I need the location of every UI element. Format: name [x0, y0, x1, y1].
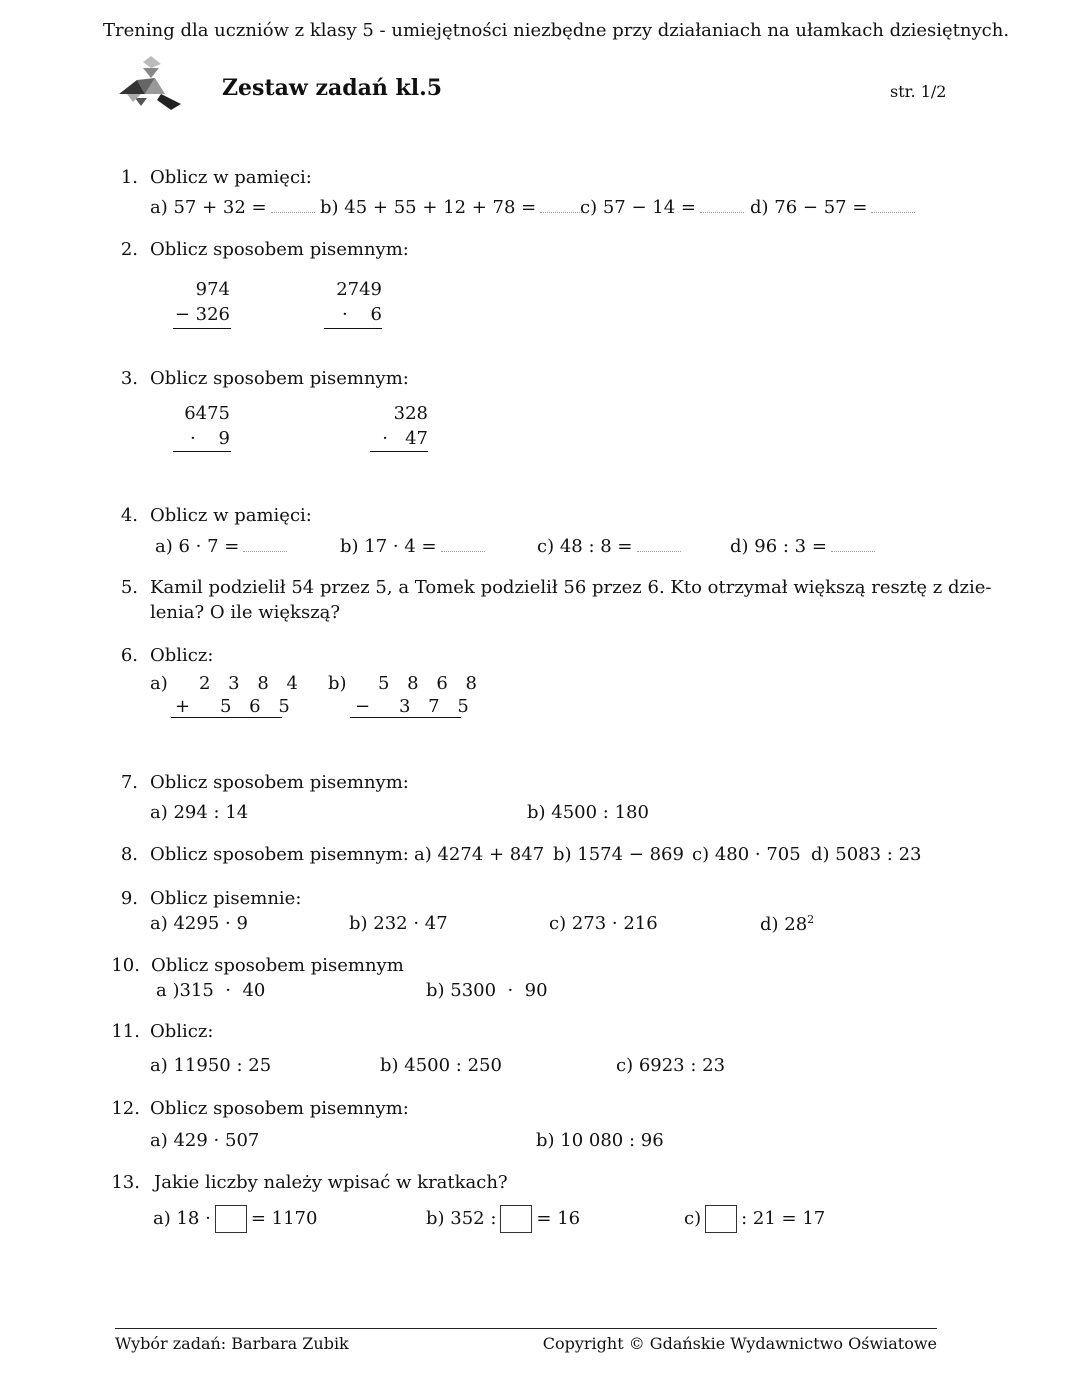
answer-blank[interactable] [637, 537, 681, 552]
written-multiplication-328: 328 · 47 [382, 403, 428, 449]
task-13a: a) 18 · = 1170 [153, 1205, 317, 1233]
minuend: 5 8 6 8 [378, 673, 483, 694]
task-4c: c) 48 : 8 = [537, 536, 681, 557]
task-9d: d) $28^2$ [760, 913, 815, 935]
task-number: 1. [120, 167, 138, 188]
answer-blank[interactable] [540, 198, 584, 213]
task-11a: a) 11950 : 25 [150, 1055, 272, 1076]
task-prompt: Oblicz pisemnie: [150, 888, 302, 909]
tangram-logo [115, 54, 185, 112]
page-number: str. 1/2 [890, 82, 947, 101]
worksheet-title: Zestaw zadań kl.5 [222, 75, 443, 101]
task-8a: a) 4274 + 847 [414, 844, 545, 865]
task-prompt: Oblicz w pamięci: [150, 505, 312, 526]
task-number: 7. [120, 772, 138, 793]
footer-copyright: Copyright © Gdańskie Wydawnictwo Oświatowe [542, 1334, 937, 1353]
task-number: 4. [120, 505, 138, 526]
written-subtraction-974: 974 − 326 [174, 279, 230, 325]
answer-box[interactable] [500, 1205, 532, 1233]
task-text-line2: lenia? O ile większą? [150, 602, 341, 623]
task-4a: a) 6 · 7 = [155, 536, 287, 557]
task-number: 12. [111, 1098, 140, 1119]
task-prompt: Oblicz sposobem pisemnym: [150, 239, 409, 260]
task-number: 9. [120, 888, 138, 909]
footer-divider [115, 1328, 937, 1329]
task-10a: a )315 · 40 [156, 980, 266, 1001]
task-number: 6. [120, 645, 138, 666]
task-9a: a) 4295 · 9 [150, 913, 248, 934]
subtask-label: a) [150, 673, 168, 694]
task-8c: c) 480 · 705 [692, 844, 801, 865]
exponent: 2 [807, 913, 815, 926]
task-number: 5. [120, 577, 138, 598]
result-line [324, 328, 382, 329]
task-prompt: Oblicz: [150, 1021, 214, 1042]
task-number: 11. [111, 1021, 140, 1042]
task-number: 13. [111, 1172, 140, 1193]
result-line [350, 717, 461, 718]
answer-blank[interactable] [871, 198, 915, 213]
task-number: 8. [120, 844, 138, 865]
task-number: 10. [111, 955, 140, 976]
task-8b: b) 1574 − 869 [553, 844, 684, 865]
subtrahend: 3 7 5 [399, 696, 475, 717]
answer-box[interactable] [215, 1205, 247, 1233]
result-line [173, 328, 231, 329]
result-line [171, 717, 282, 718]
answer-blank[interactable] [831, 537, 875, 552]
answer-blank[interactable] [441, 537, 485, 552]
result-line [173, 451, 231, 452]
task-11c: c) 6923 : 23 [616, 1055, 726, 1076]
task-13c: c) : 21 = 17 [684, 1205, 825, 1233]
task-12a: a) 429 · 507 [150, 1130, 260, 1151]
answer-blank[interactable] [243, 537, 287, 552]
task-1b: b) 45 + 55 + 12 + 78 = [320, 197, 584, 218]
task-11b: b) 4500 : 250 [380, 1055, 502, 1076]
task-number: 3. [120, 368, 138, 389]
plus-operator: + [175, 696, 191, 717]
task-4d: d) 96 : 3 = [730, 536, 875, 557]
task-12b: b) 10 080 : 96 [536, 1130, 664, 1151]
task-number: 2. [120, 239, 138, 260]
task-1a: a) 57 + 32 = [150, 197, 315, 218]
task-prompt: Oblicz sposobem pisemnym: [150, 368, 409, 389]
task-9c: c) 273 · 216 [549, 913, 658, 934]
addend-bottom: 5 6 5 [220, 696, 296, 717]
task-1c: c) 57 − 14 = [580, 197, 744, 218]
task-prompt: Oblicz sposobem pisemnym: [150, 772, 409, 793]
task-8d: d) 5083 : 23 [811, 844, 922, 865]
addend-top: 2 3 8 4 [199, 673, 304, 694]
task-prompt: Jakie liczby należy wpisać w kratkach? [154, 1172, 508, 1193]
task-9b: b) 232 · 47 [349, 913, 448, 934]
result-line [370, 451, 428, 452]
task-prompt: Oblicz: [150, 645, 214, 666]
task-10b: b) 5300 · 90 [426, 980, 548, 1001]
task-prompt: Oblicz sposobem pisemnym: [150, 1098, 409, 1119]
task-4b: b) 17 · 4 = [340, 536, 485, 557]
written-multiplication-6475: 6475 · 9 [184, 403, 230, 449]
answer-blank[interactable] [700, 198, 744, 213]
subtask-label: b) [328, 673, 347, 694]
footer-author: Wybór zadań: Barbara Zubik [115, 1334, 349, 1353]
task-7b: b) 4500 : 180 [527, 802, 649, 823]
header-top-text: Trening dla uczniów z klasy 5 - umiejętności niezbędne przy działaniach na ułamkach dziesiętnych. [103, 20, 1010, 41]
task-prompt: Oblicz sposobem pisemnym: [150, 844, 409, 865]
answer-blank[interactable] [271, 198, 315, 213]
task-7a: a) 294 : 14 [150, 802, 249, 823]
task-13b: b) 352 : = 16 [426, 1205, 580, 1233]
written-multiplication-2749: 2749 · 6 [336, 279, 382, 325]
answer-box[interactable] [705, 1205, 737, 1233]
task-prompt: Oblicz w pamięci: [150, 167, 312, 188]
minus-operator: − [355, 696, 371, 717]
task-prompt: Oblicz sposobem pisemnym [151, 955, 404, 976]
task-text-line1: Kamil podzielił 54 przez 5, a Tomek podzielił 56 przez 6. Kto otrzymał większą resztę z dzie- [150, 577, 992, 598]
task-1d: d) 76 − 57 = [750, 197, 915, 218]
